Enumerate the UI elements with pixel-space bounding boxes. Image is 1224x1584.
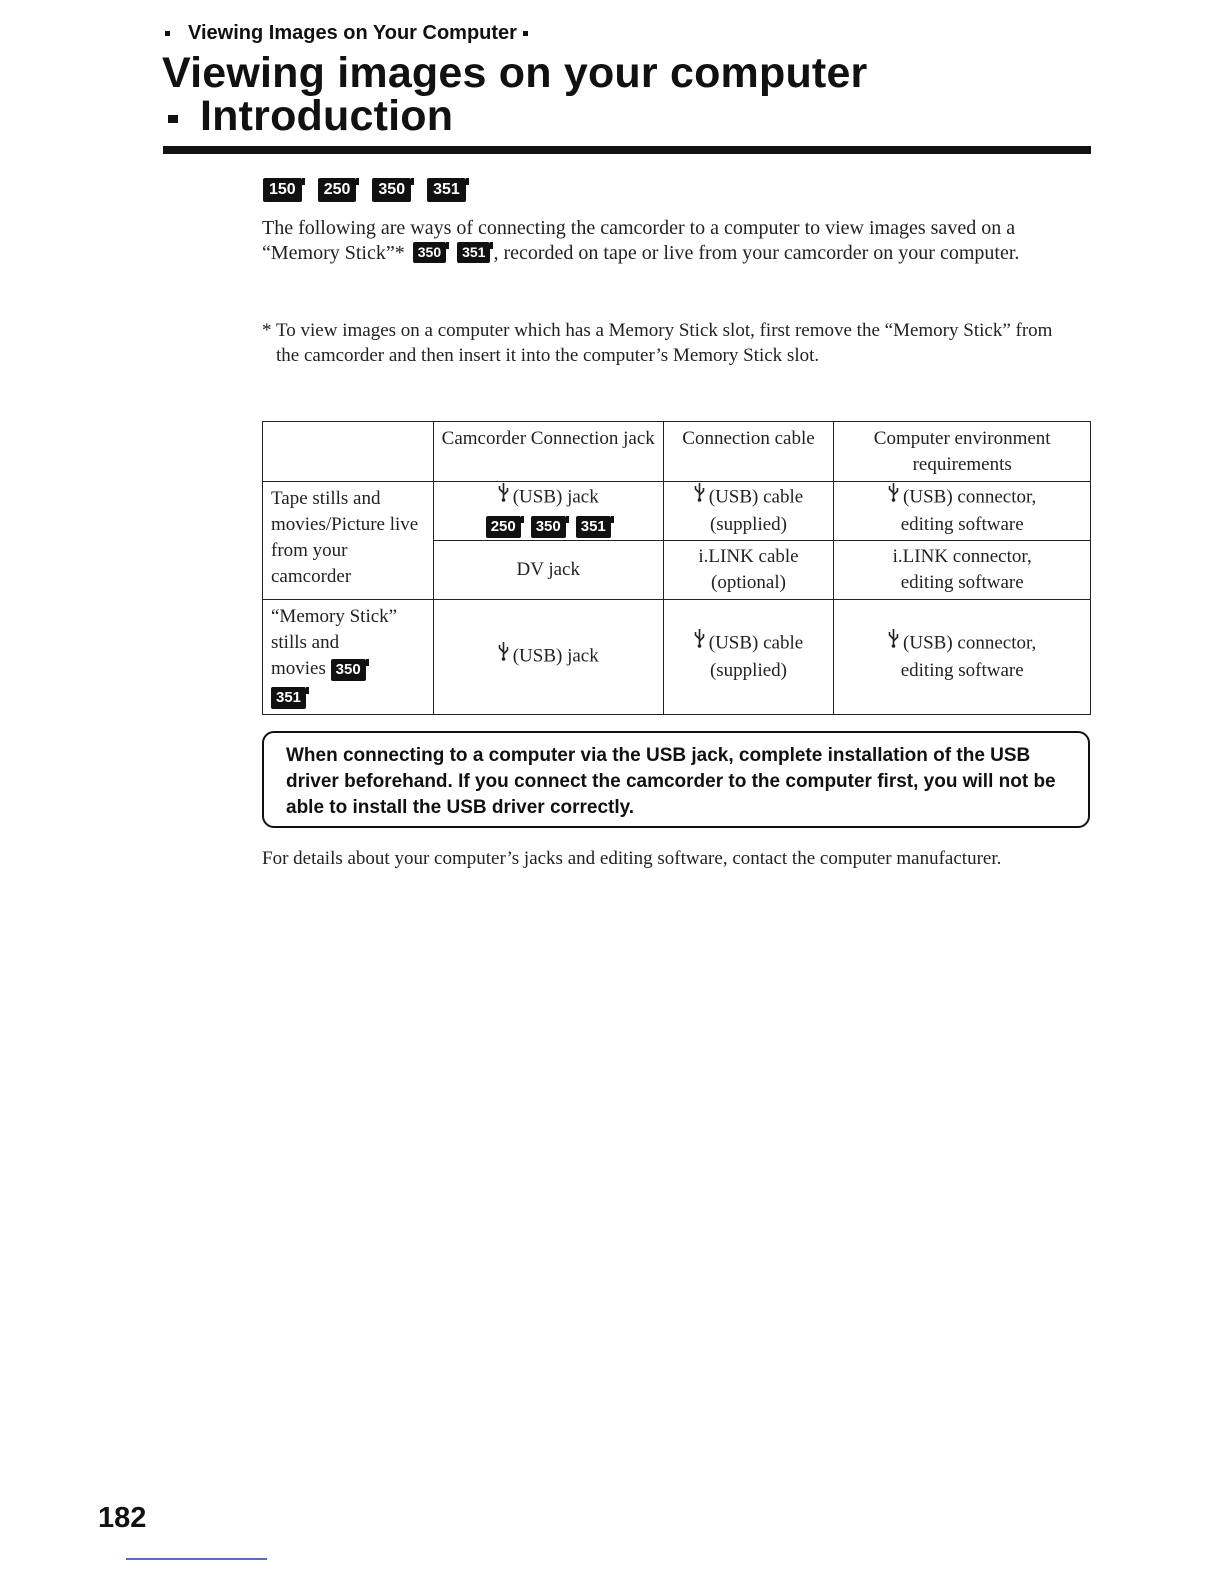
requirement-note: editing software [900,660,1024,681]
running-head-text: Viewing Images on Your Computer [188,22,517,44]
ilink-requirement: i.LINK connector, [892,546,1032,567]
usb-jack-label: (USB) jack [512,486,599,508]
row-label-line: stills and [271,632,340,653]
row-label [263,600,434,715]
page-title-line2: Introduction [200,92,454,140]
page-title [162,49,868,140]
table-cell [663,482,834,541]
requirement-note: editing software [900,572,1024,593]
model-badge-350: 350 [372,178,411,202]
model-badges [263,178,466,202]
model-badge-351: 351 [576,516,611,538]
column-header: Computer environment requirements [834,422,1091,482]
cable-note: (supplied) [709,514,787,535]
cable-note: (optional) [711,572,786,593]
title-rule [163,146,1091,154]
footnote [262,318,1072,368]
dash-icon [168,115,178,123]
ilink-cable-label: i.LINK cable [698,546,799,567]
footnote-marker: * [262,320,272,341]
model-badge-350: 350 [531,516,566,538]
page-link-underline [126,1558,267,1560]
running-head [165,22,528,45]
model-badge-350: 350 [413,242,446,263]
usb-icon [888,628,899,656]
intro-paragraph [262,216,1062,266]
intro-text-1: The following are ways of connecting the camcorder to a computer to view images saved on a “Memory Stick”* [262,217,1016,264]
usb-icon [498,641,509,669]
table-cell [663,600,834,715]
table-cell [834,482,1091,541]
column-header: Connection cable [663,422,834,482]
cable-note: (supplied) [709,660,787,681]
table-row [263,482,1091,541]
row-label-line: movies [271,658,326,679]
table-cell [433,600,663,715]
usb-jack-label: (USB) jack [512,645,599,667]
connection-table [262,421,1091,715]
footnote-text: To view images on a computer which has a Memory Stick slot, first remove the “Memory Stick” from the camcorder and then insert it into the computer’s Memory Stick slot. [276,320,1053,366]
row-label-line: “Memory Stick” [271,606,398,627]
model-badges [438,516,659,538]
intro-text-2: , recorded on tape or live from your camcorder on your computer. [493,242,1020,264]
model-badge-351: 351 [427,178,466,202]
page-title-line1: Viewing images on your computer [162,49,868,97]
column-header: Camcorder Connection jack [433,422,663,482]
row-label: Tape stills and movies/Picture live from your camcorder [263,482,434,600]
table-corner-cell [263,422,434,482]
table-cell [433,482,663,541]
table-cell [663,541,834,600]
table-row [263,600,1091,715]
model-badge-250: 250 [318,178,357,202]
usb-cable-label: (USB) cable [708,632,804,654]
usb-requirement: (USB) connector, [903,632,1037,654]
usb-driver-warning: When connecting to a computer via the USB jack, complete installation of the USB driver beforehand. If you connect the camcorder to the computer first, you will not be able to install the USB driver correctly. [262,731,1090,828]
model-badge-351: 351 [271,687,306,709]
usb-icon [888,482,899,510]
model-badge-150: 150 [263,178,302,202]
usb-requirement: (USB) connector, [903,486,1037,508]
usb-icon [498,482,509,510]
usb-icon [694,482,705,510]
table-cell [834,541,1091,600]
usb-icon [694,628,705,656]
table-cell [834,600,1091,715]
details-paragraph: For details about your computer’s jacks and editing software, contact the computer manufacturer. [262,848,1002,869]
table-header-row [263,422,1091,482]
model-badge-351: 351 [457,242,490,263]
usb-cable-label: (USB) cable [708,486,804,508]
bullet-icon [523,31,528,36]
model-badge-250: 250 [486,516,521,538]
requirement-note: editing software [900,514,1024,535]
dv-jack-cell: DV jack [433,541,663,600]
page-number: 182 [98,1502,147,1534]
bullet-icon [165,31,170,36]
model-badge-350: 350 [331,659,366,681]
